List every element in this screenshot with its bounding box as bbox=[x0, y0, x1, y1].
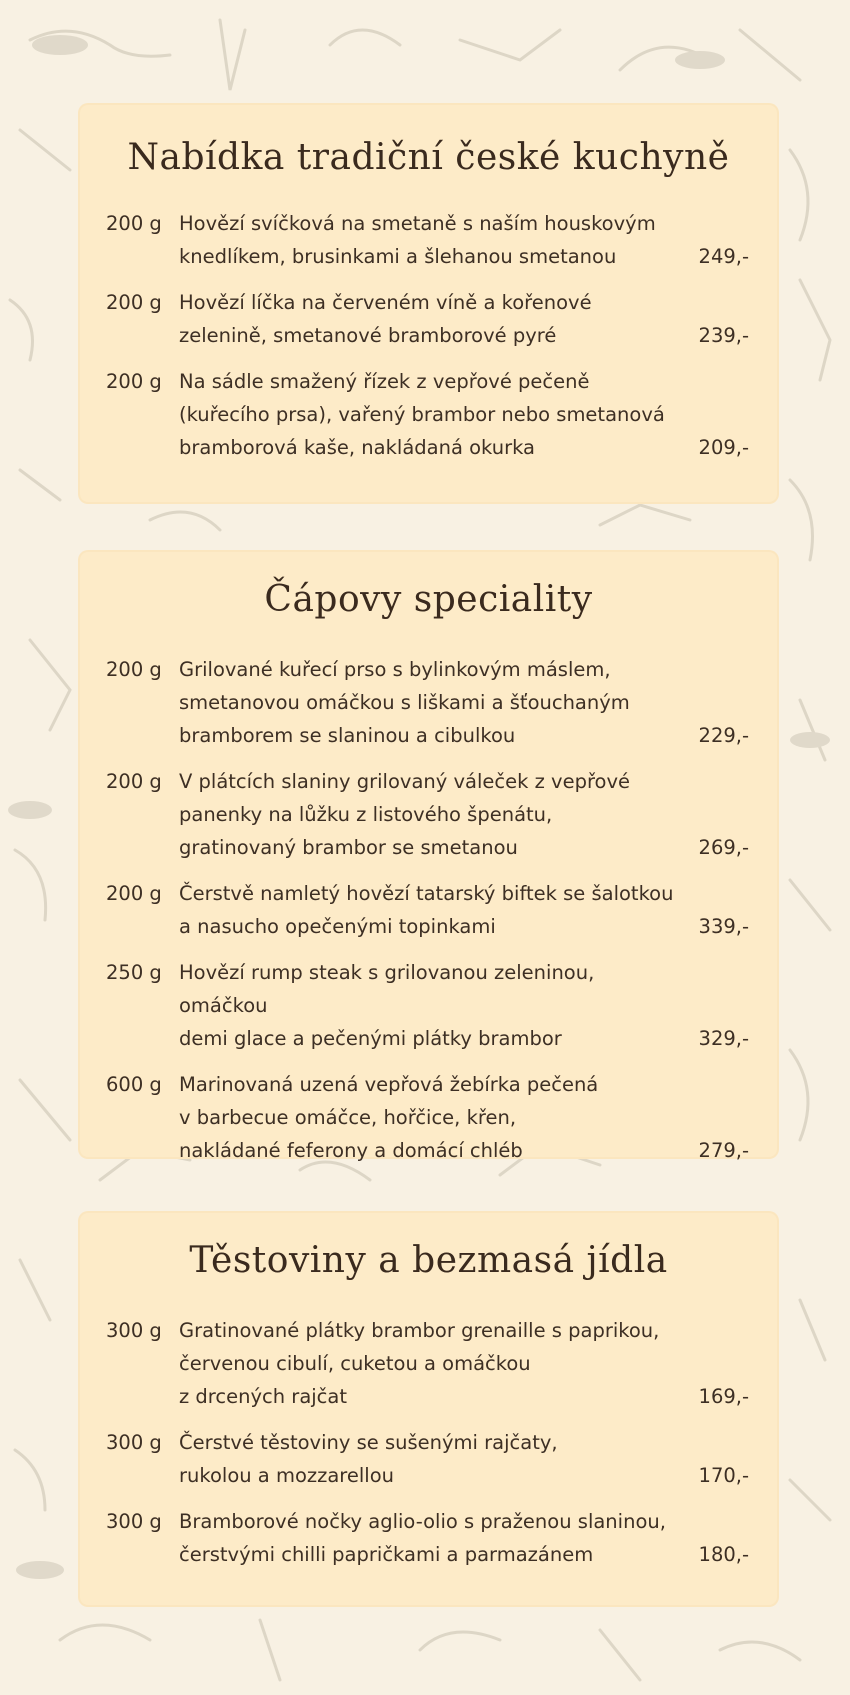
section-pasta-meatless bbox=[80, 1213, 777, 1605]
menu-item bbox=[80, 956, 777, 1055]
menu-item bbox=[80, 877, 777, 943]
menu-items-list bbox=[80, 207, 777, 464]
menu-item bbox=[80, 1068, 777, 1167]
item-description: Čerstvě namletý hovězí tatarský biftek se šalotkou a nasucho opečenými topinkami bbox=[179, 882, 674, 938]
item-description: Hovězí rump steak s grilovanou zeleninou, omáčkou demi glace a pečenými plátky brambor bbox=[179, 961, 595, 1050]
item-weight: 200 g bbox=[106, 212, 162, 235]
item-description: V plátcích slaniny grilovaný váleček z vepřové panenky na lůžku z listového špenátu, gratinovaný brambor se smetanou bbox=[179, 770, 631, 859]
menu-item bbox=[80, 365, 777, 464]
section-capovy-speciality bbox=[80, 552, 777, 1162]
item-price: 279,- bbox=[698, 1139, 749, 1162]
menu-item bbox=[80, 1314, 777, 1413]
item-description: Gratinované plátky brambor grenaille s paprikou, červenou cibulí, cuketou a omáčkou z drcených rajčat bbox=[179, 1319, 660, 1408]
item-weight: 200 g bbox=[106, 291, 162, 314]
item-description: Grilované kuřecí prso s bylinkovým máslem, smetanovou omáčkou s liškami a šťouchaným bramborem se slaninou a cibulkou bbox=[179, 658, 630, 747]
item-weight: 200 g bbox=[106, 658, 162, 681]
item-price: 229,- bbox=[698, 724, 749, 747]
item-description: Čerstvé těstoviny se sušenými rajčaty, rukolou a mozzarellou bbox=[179, 1431, 558, 1487]
item-description: Bramborové nočky aglio-olio s praženou slaninou, čerstvými chilli papričkami a parmazánem bbox=[179, 1510, 666, 1566]
menu-items-list bbox=[80, 653, 777, 1167]
menu-item bbox=[80, 653, 777, 752]
item-weight: 250 g bbox=[106, 961, 162, 984]
item-weight: 600 g bbox=[106, 1073, 162, 1096]
item-description: Hovězí svíčková na smetaně s naším houskovým knedlíkem, brusinkami a šlehanou smetanou bbox=[179, 212, 656, 268]
item-price: 339,- bbox=[698, 915, 749, 938]
menu-item bbox=[80, 207, 777, 273]
item-price: 329,- bbox=[698, 1027, 749, 1050]
section-title: Těstoviny a bezmasá jídla bbox=[189, 1240, 668, 1281]
item-description: Na sádle smažený řízek z vepřové pečeně (kuřecího prsa), vařený brambor nebo smetanová bramborová kaše, nakládaná okurka bbox=[179, 370, 665, 459]
section-title: Čápovy speciality bbox=[264, 579, 593, 620]
menu-item bbox=[80, 1426, 777, 1492]
item-price: 180,- bbox=[698, 1543, 749, 1566]
menu-item bbox=[80, 1505, 777, 1571]
item-price: 170,- bbox=[698, 1464, 749, 1487]
item-description: Hovězí líčka na červeném víně a kořenové zelenině, smetanové bramborové pyré bbox=[179, 291, 592, 347]
item-description: Marinovaná uzená vepřová žebírka pečená v barbecue omáčce, hořčice, křen, nakládané feferony a domácí chléb bbox=[179, 1073, 599, 1162]
menu-item bbox=[80, 286, 777, 352]
item-weight: 300 g bbox=[106, 1431, 162, 1454]
item-price: 169,- bbox=[698, 1385, 749, 1408]
section-title: Nabídka tradiční české kuchyně bbox=[127, 137, 730, 178]
section-traditional-czech bbox=[80, 105, 777, 502]
item-weight: 300 g bbox=[106, 1319, 162, 1342]
item-price: 239,- bbox=[698, 324, 749, 347]
item-price: 209,- bbox=[698, 436, 749, 459]
item-price: 269,- bbox=[698, 836, 749, 859]
menu-items-list bbox=[80, 1314, 777, 1571]
item-weight: 200 g bbox=[106, 370, 162, 393]
menu-item bbox=[80, 765, 777, 864]
item-price: 249,- bbox=[698, 245, 749, 268]
item-weight: 300 g bbox=[106, 1510, 162, 1533]
item-weight: 200 g bbox=[106, 882, 162, 905]
item-weight: 200 g bbox=[106, 770, 162, 793]
